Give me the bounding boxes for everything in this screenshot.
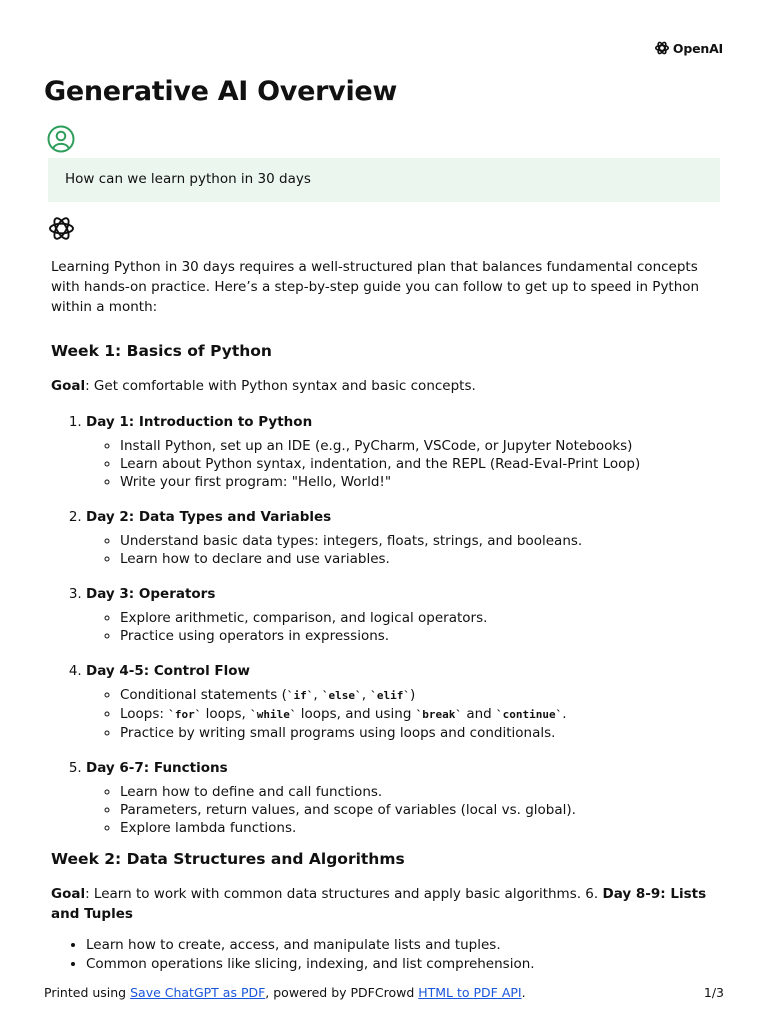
- footer-suffix: .: [521, 985, 526, 1000]
- footer-prefix: Printed using: [44, 985, 131, 1000]
- code-else: `else`: [321, 689, 362, 702]
- list-item: ◦ Understand basic data types: integers, floats, strings, and booleans.: [120, 532, 721, 550]
- list-item: ◦ Explore arithmetic, comparison, and logical operators.: [120, 609, 721, 627]
- code-elif: `elif`: [370, 689, 411, 702]
- save-chatgpt-pdf-link[interactable]: Save ChatGPT as PDF: [130, 985, 266, 1000]
- answer-content: [51, 257, 721, 974]
- code-break: `break`: [415, 708, 463, 721]
- sub-list: [86, 532, 721, 568]
- list-item: ◦ Practice by writing small programs using loops and conditionals.: [120, 724, 721, 742]
- day-title: Day 2: Data Types and Variables: [86, 509, 332, 525]
- list-item: • Learn how to create, access, and manipulate lists and tuples.: [86, 936, 721, 955]
- footer-middle: , powered by PDFCrowd: [265, 985, 419, 1000]
- page-title: Generative AI Overview: [44, 76, 398, 107]
- text-span: and: [462, 706, 497, 722]
- day-item: [86, 584, 721, 645]
- list-item: [120, 686, 721, 705]
- week2-goal: [51, 884, 721, 924]
- goal-text: : Learn to work with common data structures and apply basic algorithms. 6.: [85, 886, 603, 902]
- code-if: `if`: [286, 689, 314, 702]
- sub-list: [86, 609, 721, 645]
- week1-goal: [51, 376, 721, 396]
- day-title: Day 4-5: Control Flow: [86, 663, 250, 679]
- openai-logo: [654, 40, 723, 56]
- text-span: loops, and using: [296, 706, 416, 722]
- answer-intro: Learning Python in 30 days requires a well-structured plan that balances fundamental concepts with hands-on practice. Here’s a step-by-step guide you can follow to get up to speed in Python within a month:: [51, 259, 700, 315]
- openai-logo-text: OpenAI: [672, 40, 723, 56]
- html-to-pdf-api-link[interactable]: HTML to PDF API: [418, 985, 522, 1000]
- list-item: ◦ Explore lambda functions.: [120, 819, 721, 837]
- list-item: [120, 705, 721, 724]
- day-item: [86, 412, 721, 491]
- code-while: `while`: [250, 708, 297, 721]
- user-prompt-text: How can we learn python in 30 days: [65, 171, 311, 187]
- day-item: [86, 507, 721, 568]
- text-span: Conditional statements (: [120, 687, 287, 703]
- list-item: ◦ Install Python, set up an IDE (e.g., PyCharm, VSCode, or Jupyter Notebooks): [120, 437, 721, 455]
- user-prompt-box: [48, 158, 720, 202]
- day-title: Day 1: Introduction to Python: [86, 414, 313, 430]
- day-item: [86, 661, 721, 742]
- goal-text: : Get comfortable with Python syntax and basic concepts.: [85, 378, 476, 394]
- week2-heading: Week 2: Data Structures and Algorithms: [51, 850, 405, 868]
- week1-day-list: [51, 412, 721, 837]
- text-span: Loops:: [120, 706, 169, 722]
- chatgpt-logo-icon: [47, 214, 76, 247]
- goal-day-title: Day 8-9: Lists and Tuples: [51, 886, 707, 922]
- openai-icon: [654, 40, 670, 56]
- list-item: ◦ Learn how to define and call functions.: [120, 783, 721, 801]
- list-item: ◦ Learn about Python syntax, indentation, and the REPL (Read-Eval-Print Loop): [120, 455, 721, 473]
- list-item: ◦ Parameters, return values, and scope of variables (local vs. global).: [120, 801, 721, 819]
- day-item: [86, 758, 721, 837]
- week1-heading: Week 1: Basics of Python: [51, 342, 272, 360]
- sub-list: [86, 783, 721, 837]
- sub-list: [86, 686, 721, 742]
- text-span: loops,: [201, 706, 251, 722]
- text-span: ,: [313, 687, 322, 703]
- day-title: Day 6-7: Functions: [86, 760, 228, 776]
- goal-label: Goal: [51, 378, 86, 394]
- week2-list: [51, 936, 721, 974]
- list-item: ◦ Write your first program: "Hello, World!": [120, 473, 721, 491]
- day-title: Day 3: Operators: [86, 586, 216, 602]
- text-span: .: [562, 706, 567, 722]
- user-avatar-icon: [46, 124, 76, 158]
- code-continue: `continue`: [496, 708, 563, 721]
- list-item: • Common operations like slicing, indexing, and list comprehension.: [86, 955, 721, 974]
- list-item: ◦ Learn how to declare and use variables.: [120, 550, 721, 568]
- goal-label: Goal: [51, 886, 86, 902]
- footer: [44, 985, 724, 1000]
- text-span: ,: [361, 687, 371, 703]
- sub-list: [86, 437, 721, 491]
- list-item: ◦ Practice using operators in expressions.: [120, 627, 721, 645]
- page-number: 1/3: [703, 985, 724, 1000]
- text-span: ): [410, 687, 416, 703]
- code-for: `for`: [168, 708, 202, 721]
